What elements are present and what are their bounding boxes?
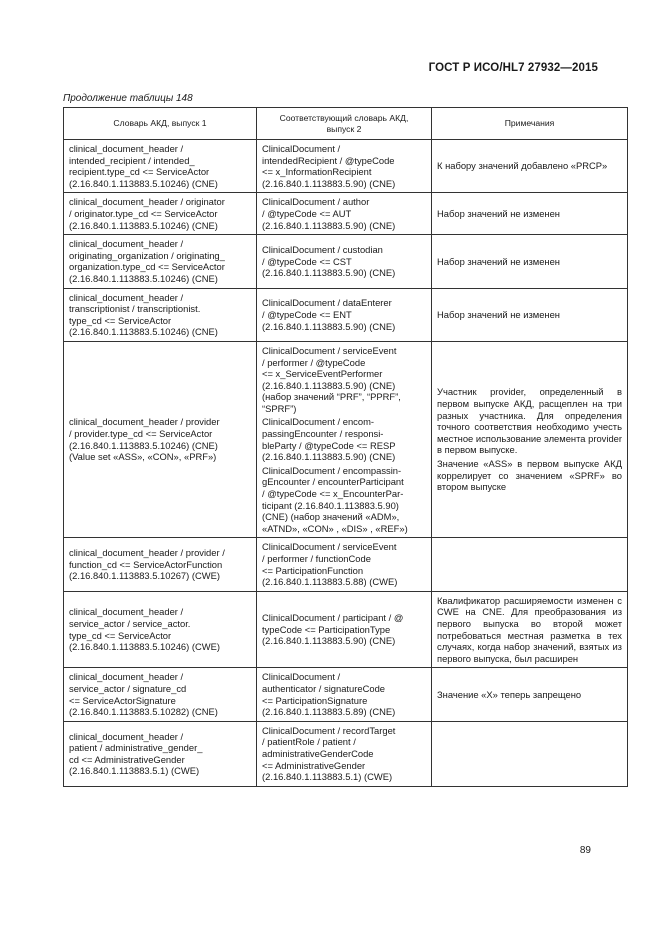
- notes-cell: [432, 591, 628, 668]
- notes-paragraph: К набору значений добавлено «PRCP»: [437, 160, 608, 172]
- table-row: [64, 538, 628, 591]
- notes-paragraph: Значение «X» теперь запрещено: [437, 688, 582, 700]
- release-2-cell: [257, 235, 432, 288]
- release-2-paragraph: ClinicalDocument / serviceEvent / performer / functionCode <= ParticipationFunction (2.16.840.1.113883.5.88) (CWE): [262, 541, 398, 588]
- column-header-release-2: Соответствующий словарь АКД, выпуск 2: [257, 108, 432, 140]
- notes-cell: [432, 341, 628, 538]
- release-2-paragraph: ClinicalDocument / encompassin- gEncounter / encounterParticipant / @typeCode <= x_EncounterPar- ticipant (2.16.840.1.113883.5.90) (CNE) (набор значений «ADM», «ATND», «CON» , «DIS» , «REF»): [262, 464, 408, 534]
- table-row: [64, 140, 628, 193]
- table-row: [64, 668, 628, 721]
- table-header-row: [64, 108, 628, 140]
- table-caption: Продолжение таблицы 148: [63, 93, 193, 104]
- column-header-release-1: Словарь АКД, выпуск 1: [64, 108, 257, 140]
- table-row: [64, 721, 628, 786]
- release-2-paragraph: ClinicalDocument / recordTarget / patientRole / patient / administrativeGenderCode <= AdministrativeGender (2.16.840.1.113883.5.1) (CWE): [262, 724, 396, 783]
- table-row: [64, 591, 628, 668]
- notes-cell: [432, 235, 628, 288]
- release-2-paragraph: ClinicalDocument / intendedRecipient / @typeCode <= x_InformationRecipient (2.16.840.1.113883.5.90) (CNE): [262, 143, 396, 189]
- release-2-cell: [257, 668, 432, 721]
- release-1-cell: clinical_document_header / originating_organization / originating_ organization.type_cd <= ServiceActor (2.16.840.1.113883.5.10246) (CNE): [64, 235, 257, 288]
- release-2-paragraph: ClinicalDocument / participant / @ typeCode <= ParticipationType (2.16.840.1.113883.5.90) (CNE): [262, 612, 404, 647]
- notes-paragraph: Набор значений не изменен: [437, 308, 560, 320]
- notes-paragraph: Набор значений не изменен: [437, 255, 560, 267]
- standard-designation: ГОСТ Р ИСО/HL7 27932—2015: [428, 62, 598, 74]
- notes-cell: [432, 538, 628, 591]
- release-2-paragraph: ClinicalDocument / authenticator / signatureCode <= ParticipationSignature (2.16.840.1.113883.5.89) (CNE): [262, 671, 396, 718]
- notes-cell: [432, 193, 628, 235]
- page-number: 89: [579, 845, 591, 856]
- release-2-cell: [257, 591, 432, 668]
- release-2-cell: [257, 538, 432, 591]
- release-2-paragraph: ClinicalDocument / custodian / @typeCode <= CST (2.16.840.1.113883.5.90) (CNE): [262, 243, 396, 279]
- table-row: [64, 288, 628, 341]
- release-2-paragraph: ClinicalDocument / author / @typeCode <= AUT (2.16.840.1.113883.5.90) (CNE): [262, 196, 396, 231]
- release-2-cell: [257, 193, 432, 235]
- notes-cell: [432, 140, 628, 193]
- table-row: [64, 341, 628, 538]
- release-2-paragraph: ClinicalDocument / dataEnterer / @typeCode <= ENT (2.16.840.1.113883.5.90) (CNE): [262, 297, 396, 332]
- release-2-paragraph: ClinicalDocument / serviceEvent / performer / @typeCode <= x_ServiceEventPerformer (2.16.840.1.113883.5.90) (CNE) (набор значений “PRF”, “PPRF”, “SPRF”): [262, 344, 401, 414]
- release-1-cell: clinical_document_header / service_actor / service_actor. type_cd <= ServiceActor (2.16.840.1.113883.5.10246) (CWE): [64, 591, 257, 668]
- notes-paragraph: Набор значений не изменен: [437, 207, 560, 219]
- notes-paragraph: Участник provider, определенный в первом выпуске АКД, расщеплен на три разных участника. Для определения точного соответствия необходимо учесть местное использование элемента provider в первом выпуске.: [437, 386, 622, 456]
- release-1-cell: clinical_document_header / originator / originator.type_cd <= ServiceActor (2.16.840.1.113883.5.10246) (CNE): [64, 193, 257, 235]
- release-1-cell: clinical_document_header / transcriptionist / transcriptionist. type_cd <= ServiceActor (2.16.840.1.113883.5.10246) (CNE): [64, 288, 257, 341]
- table-row: [64, 193, 628, 235]
- notes-cell: [432, 721, 628, 786]
- release-1-cell: clinical_document_header / provider / function_cd <= ServiceActorFunction (2.16.840.1.113883.5.10267) (CWE): [64, 538, 257, 591]
- column-header-notes: Примечания: [432, 108, 628, 140]
- notes-paragraph: Квалификатор расширяемости изменен с CWE на CNE. Для преобразования из первого выпуска во второй может потребоваться местная разметка в тех случаях, когда набор значений, взятых из первого выпуска, был расширен: [437, 594, 622, 664]
- release-1-cell: clinical_document_header / patient / administrative_gender_ cd <= AdministrativeGender (2.16.840.1.113883.5.1) (CWE): [64, 721, 257, 786]
- release-1-cell: clinical_document_header / service_actor / signature_cd <= ServiceActorSignature (2.16.840.1.113883.5.10282) (CNE): [64, 668, 257, 721]
- table-row: [64, 235, 628, 288]
- notes-cell: [432, 668, 628, 721]
- notes-paragraph: Значение «ASS» в первом выпуске АКД коррелирует со значением «SPRF» во втором выпуске: [437, 458, 622, 493]
- release-1-cell: clinical_document_header / provider / provider.type_cd <= ServiceActor (2.16.840.1.113883.5.10246) (CNE) (Value set «ASS», «CON», «PRF»): [64, 341, 257, 538]
- release-2-cell: [257, 721, 432, 786]
- mapping-table: [63, 107, 628, 787]
- notes-cell: [432, 288, 628, 341]
- release-2-cell: [257, 341, 432, 538]
- release-2-cell: [257, 288, 432, 341]
- release-2-cell: [257, 140, 432, 193]
- release-1-cell: clinical_document_header / intended_recipient / intended_ recipient.type_cd <= ServiceActor (2.16.840.1.113883.5.10246) (CNE): [64, 140, 257, 193]
- release-2-paragraph: ClinicalDocument / encom- passingEncounter / responsi- bleParty / @typeCode <= RESP (2.16.840.1.113883.5.90) (CNE): [262, 416, 396, 463]
